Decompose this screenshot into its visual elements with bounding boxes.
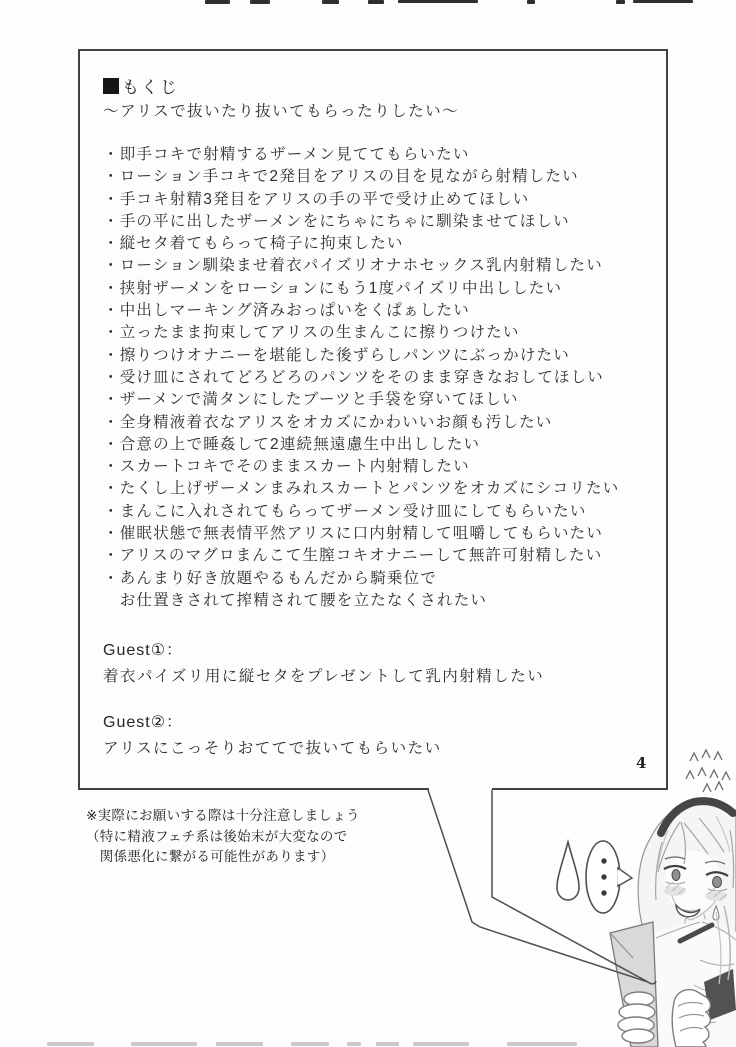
dark-sash xyxy=(704,969,736,1020)
collar xyxy=(680,925,712,941)
scan-artifact-bottom xyxy=(47,1042,94,1046)
toc-item: ・中出しマーキング済みおっぱいをくぱぁしたい xyxy=(103,302,470,320)
eyes xyxy=(664,857,728,891)
hairband xyxy=(661,801,733,833)
scan-artifact-top xyxy=(616,0,625,4)
speech-bubble xyxy=(586,841,632,913)
scan-artifact-top xyxy=(633,0,693,3)
scan-artifact-bottom xyxy=(131,1042,197,1046)
footnote-line2: （特に精液フェチ系は後始末が大変なので xyxy=(86,828,348,844)
blush xyxy=(664,882,727,901)
footnote-line3: 関係悪化に繋がる可能性があります） xyxy=(86,849,335,864)
scan-artifact-top xyxy=(398,0,478,3)
toc-item: ・ローション馴染ませ着衣パイズリオナホセックス乳内射精したい xyxy=(103,257,603,275)
toc-item: ・即手コキで射精するザーメン見ててもらいたい xyxy=(103,146,470,163)
square-bullet-icon xyxy=(103,78,119,94)
toc-list xyxy=(103,144,619,612)
toc-item: ・挟射ザーメンをローションにもう1度パイズリ中出ししたい xyxy=(103,279,563,297)
toc-item: ・スカートコキでそのままスカート内射精したい xyxy=(103,458,470,476)
clothing-folds xyxy=(656,922,736,1023)
guest1-text: 着衣パイズリ用に縦セタをプレゼントして乳内射精したい xyxy=(103,668,545,685)
footnote-line1: ※実際にお願いする際は十分注意しましょう xyxy=(86,808,360,823)
toc-item: ・合意の上で睡姦して2連続無遠慮生中出ししたい xyxy=(103,435,481,453)
guest1-label: Guest①： xyxy=(103,642,184,659)
page-number: 4 xyxy=(636,754,647,772)
toc-item: ・あんまり好き放題やるもんだから騎乗位で xyxy=(103,569,438,587)
toc-item: ・たくし上げザーメンまみれスカートとパンツをオカズにシコリたい xyxy=(103,480,620,498)
toc-item: ・まんこに入れされてもらってザーメン受け皿にしてもらいたい xyxy=(103,502,587,520)
right-hand xyxy=(672,990,710,1047)
hair-strands xyxy=(656,816,734,900)
toc-item: ・手コキ射精3発目をアリスの手の平で受け止めてほしい xyxy=(103,190,530,208)
scan-artifact-top xyxy=(205,0,230,4)
left-hand xyxy=(618,992,655,1043)
hair xyxy=(638,800,736,990)
scan-artifact-top xyxy=(250,0,270,4)
scan-artifact-top xyxy=(368,0,384,4)
scan-artifact-top xyxy=(527,0,535,4)
scan-artifact-bottom xyxy=(413,1042,469,1046)
toc-heading-text: もくじ xyxy=(122,78,179,97)
toc-item: ・受け皿にされてどろどろのパンツをそのまま穿きなおしてほしい xyxy=(103,368,605,386)
mouth xyxy=(676,905,700,917)
toc-item: ・擦りつけオナニーを堪能した後ずらしパンツにぶっかけたい xyxy=(103,346,570,364)
toc-box xyxy=(78,49,668,790)
scan-artifact-bottom xyxy=(216,1042,263,1046)
toc-item: ・縦セタ着てもらって椅子に拘束したい xyxy=(103,235,404,253)
toc-heading xyxy=(103,73,179,98)
face xyxy=(665,851,721,913)
scan-artifact-bottom xyxy=(291,1042,329,1046)
guest2-block xyxy=(103,709,442,758)
cheek-sweat-drop-icon xyxy=(713,906,719,920)
balloon-tail-fill xyxy=(428,786,649,982)
toc-subtitle: ～アリスで抜いたり抜いてもらったりしたい～ xyxy=(103,103,460,120)
toc-item: ・アリスのマグロまんこて生膣コキオナニーして無許可射精したい xyxy=(103,547,603,565)
toc-item: ・立ったまま拘束してアリスの生まんこに擦りつけたい xyxy=(103,324,520,342)
scan-artifact-top xyxy=(322,0,339,4)
scan-artifact-bottom xyxy=(347,1042,361,1046)
scan-artifact-bottom xyxy=(376,1042,399,1046)
toc-item: ・手の平に出したザーメンをにちゃにちゃに馴染ませてほしい xyxy=(103,212,570,230)
guest2-label: Guest②： xyxy=(103,714,184,731)
footnote xyxy=(86,806,360,868)
toc-item: ・催眠状態で無表情平然アリスに口内射精して咀嚼してもらいたい xyxy=(103,525,604,543)
guest1-block xyxy=(103,637,544,686)
scan-artifact-bottom xyxy=(507,1042,577,1046)
toc-item: ・全身精液着衣なアリスをオカズにかわいいお顔も汚したい xyxy=(103,413,553,431)
distress-marks-icon xyxy=(686,750,730,792)
guest2-text: アリスにこっそりおててで抜いてもらいたい xyxy=(103,740,442,757)
toc-item: ・ザーメンで満タンにしたブーツと手袋を穿いてほしい xyxy=(103,391,519,409)
toc-item: ・ローション手コキで2発目をアリスの目を見ながら射精したい xyxy=(103,168,579,186)
balloon-tail-outline xyxy=(428,790,656,984)
body xyxy=(650,918,736,1047)
toc-item: お仕置きされて搾精されて腰を立たなくされたい xyxy=(103,591,488,609)
paper xyxy=(610,922,658,1047)
sweat-drop-icon xyxy=(557,842,579,900)
